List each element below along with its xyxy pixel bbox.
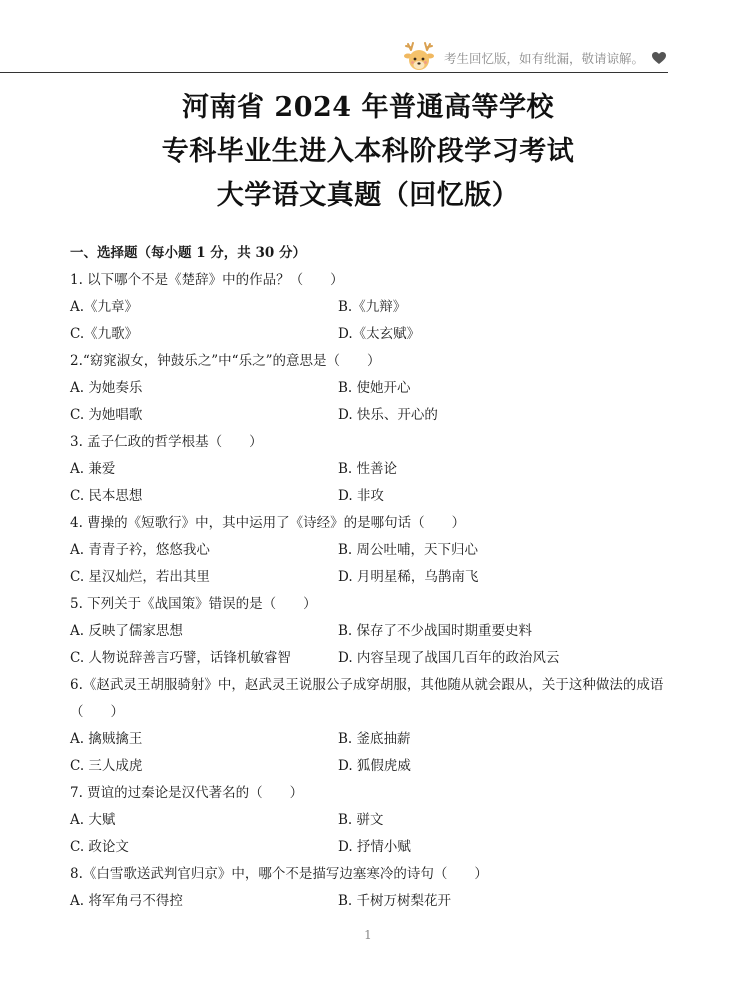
option-b: B. 使她开心 [338,380,411,396]
option-d: D. 内容呈现了战国几百年的政治风云 [338,650,560,666]
options-row [70,402,670,429]
option-d: D. 狐假虎威 [338,758,411,774]
question-2 [70,348,670,429]
section-heading: 一、选择题（每小题 1 分，共 30 分） [70,245,306,261]
option-a: A. 兼爱 [70,461,116,477]
question-1 [70,267,670,348]
question-stem: 4. 曹操的《短歌行》中，其中运用了《诗经》的是哪句话（ ） [70,515,466,531]
options-row [70,537,670,564]
option-c: C.《九歌》 [70,326,139,342]
option-b: B. 千树万树梨花开 [338,893,452,909]
header-notice [402,40,666,76]
option-c: C. 政论文 [70,839,129,855]
question-8 [70,861,670,915]
options-row [70,456,670,483]
question-6 [70,672,670,780]
header-divider [0,72,668,73]
question-4 [70,510,670,591]
options-row [70,888,670,915]
options-row [70,618,670,645]
option-d: D. 月明星稀，乌鹊南飞 [338,569,479,585]
options-row [70,753,670,780]
option-d: D. 非攻 [338,488,384,504]
option-a: A. 将军角弓不得控 [70,893,183,909]
question-stem: 3. 孟子仁政的哲学根基（ ） [70,434,263,450]
title-line-2: 专科毕业生进入本科阶段学习考试 [161,136,575,167]
option-c: C. 民本思想 [70,488,143,504]
option-d: D. 抒情小赋 [338,839,411,855]
options-row [70,564,670,591]
option-a: A.《九章》 [70,299,139,315]
options-row [70,294,670,321]
options-row [70,726,670,753]
options-row [70,483,670,510]
option-b: B. 骈文 [338,812,384,828]
question-stem: 5. 下列关于《战国策》错误的是（ ） [70,596,317,612]
heart-icon [652,52,666,65]
question-stem: 1. 以下哪个不是《楚辞》中的作品？（ ） [70,272,344,288]
option-b: B. 釜底抽薪 [338,731,411,747]
options-row [70,807,670,834]
option-c: C. 为她唱歌 [70,407,143,423]
header-notice-text: 考生回忆版，如有纰漏，敬请谅解。 [443,51,644,66]
options-row [70,834,670,861]
option-b: B. 保存了不少战国时期重要史料 [338,623,533,639]
option-d: D. 快乐、开心的 [338,407,438,423]
title-line-3: 大学语文真题（回忆版） [216,180,520,211]
option-a: A. 擒贼擒王 [70,731,143,747]
option-c: C. 人物说辞善言巧譬，话锋机敏睿智 [70,650,291,666]
option-a: A. 大赋 [70,812,116,828]
option-c: C. 星汉灿烂，若出其里 [70,569,210,585]
option-c: C. 三人成虎 [70,758,143,774]
question-7 [70,780,670,861]
question-stem: 2.“窈窕淑女，钟鼓乐之”中“乐之”的意思是（ ） [70,353,381,369]
question-stem: 7. 贾谊的过秦论是汉代著名的（ ） [70,785,304,801]
option-b: B. 周公吐哺，天下归心 [338,542,479,558]
question-section [70,240,670,915]
document-title [0,86,736,218]
title-line-1: 河南省 2024 年普通高等学校 [182,92,554,123]
option-b: B. 性善论 [338,461,398,477]
question-5 [70,591,670,672]
option-a: A. 青青子衿，悠悠我心 [70,542,210,558]
question-stem: 8.《白雪歌送武判官归京》中，哪个不是描写边塞寒冷的诗句（ ） [70,866,488,882]
question-3 [70,429,670,510]
option-a: A. 反映了儒家思想 [70,623,183,639]
page-number: 1 [364,928,372,942]
option-a: A. 为她奏乐 [70,380,143,396]
option-d: D.《太玄赋》 [338,326,421,342]
options-row [70,375,670,402]
option-b: B.《九辩》 [338,299,407,315]
options-row [70,321,670,348]
question-stem: 6.《赵武灵王胡服骑射》中，赵武灵王说服公子成穿胡服，其他随从就会跟从，关于这种做法的成语（ ） [70,677,664,720]
options-row [70,645,670,672]
deer-mascot-icon [402,41,436,75]
